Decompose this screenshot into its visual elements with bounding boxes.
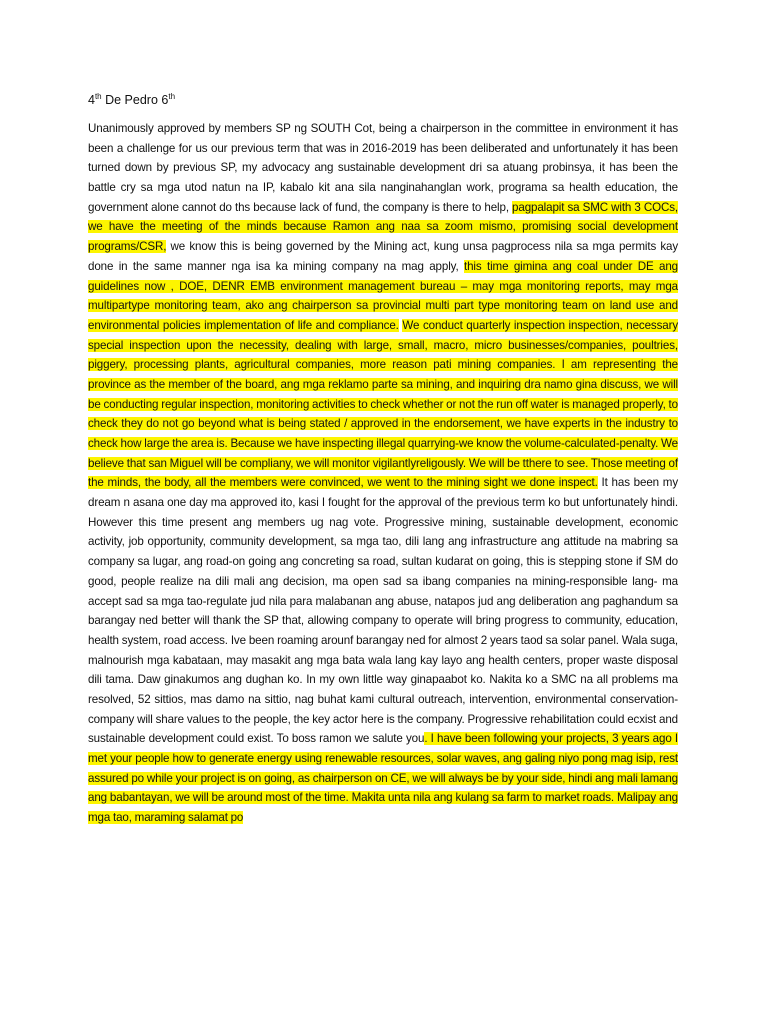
body-paragraph: [88, 119, 678, 828]
heading-part-2: De Pedro 6: [101, 93, 169, 107]
text-segment: Unanimously approved by members SP ng SOUTH Cot, being a chairperson in the committee in environment it has been a challenge for us our previous term that was in 2016-2019 has been deliberated and unfortunately it has been turned down by previous SP, my advocacy ang sustainable development dri sa atuang probinsya, it has been the battle cry sa mga utod natun na IP, kabalo kit ana sila nanginahanglan work, programa sa health education, the government alone cannot do ths because lack of fund, the company is there to help,: [88, 122, 678, 214]
heading-superscript-1: th: [94, 91, 102, 101]
highlighted-text-segment: this time gimina ang coal under DE ang guidelines now , DOE, DENR EMB environment management bureau – may mga monitoring reports, may mga multipartype monitoring team, ako ang chairperson sa provincial multi part type monitoring team on land use and environmental policies implementation of life and compliance.: [88, 259, 678, 332]
document-heading: [88, 93, 175, 107]
heading-part-1: 4: [88, 93, 95, 107]
highlighted-text-segment: pagpalapit sa SMC with 3 COCs, we have the meeting of the minds because Ramon ang naa sa zoom mismo, promising social development programs/CSR,: [88, 200, 678, 254]
heading-superscript-2: th: [168, 91, 176, 101]
text-segment: we know this is being governed by the Mining act, kung unsa pagprocess nila sa mga permits kay done in the same manner nga isa ka mining company na mag apply,: [88, 240, 678, 273]
text-segment: It has been my dream n asana one day ma approved ito, kasi I fought for the approval of the previous term ko but unfortunately hindi. However this time present ang members ug nag vote. Progressive mining, sustainable development, economic activity, job opportunity, community development, sa mga tao, dili lang ang infrastructure ang attitude na mabring sa company sa lugar, ang road-on going ang concreting sa road, sultan kudarat on going, this is stepping stone if SM do good, people realize na dili mali ang decision, ma open sad sa ibang companies na mining-responsible lang- ma accept sad sa mga tao-regulate jud nila para malabanan ang abuse, natapos jud ang deliberation ang paghandum sa barangay ned better will thank the SP that, allowing company to operate will bring progress to community, education, health system, road access. Ive been roaming arounf barangay ned for almost 2 years taod sa solar panel. Wala suga, malnourish mga kabataan, may masakit ang mga bata wala lang kay layo ang health centers, proper waste disposal dili tama. Daw ginakumos ang dughan ko. In my own little way ginapaabot ko. Nakita ko a SMC na all problems ma resolved, 52 sittios, mas damo na sittio, nag buhat kami cultural outreach, intervention, environmental conservation-company will share values to the people, the key actor here is the company. Progressive rehabilitation could ecxist and sustainable development could exist. To boss ramon we salute you: [88, 476, 679, 746]
highlighted-text-segment: We conduct quarterly inspection inspection, necessary special inspection upon the necessity, dealing with large, small, macro, micro businesses/companies, poultries, piggery, processing plants, agricultural companies, more reason pati mining companies. I am representing the province as the member of the board, ang mga reklamo parte sa mining, and inquiring dra namo gina discuss, we will be conducting regular inspection, monitoring activities to check whether or not the run off water is managed properly, to check they do not go beyond what is being stated / approved in the endorsement, we have experts in the industry to check how large the area is. Because we have inspecting illegal quarrying-we know the volume-calculated-penalty. We believe that san Miguel will be compliany, we will monitor vigilantlyreligously. We will be tthere to see. Those meeting of the minds, the body, all the members were convinced, we went to the mining sight we done inspect.: [88, 318, 678, 490]
highlighted-text-segment: . I have been following your projects, 3 years ago I met your people how to generate energy using renewable resources, solar waves, ang galing niyo pong mag isip, rest assured po while your project is on going, as chairperson on CE, we will always be by your side, hindi ang mali lamang ang babantayan, we will be around most of the time. Makita unta nila ang kulang sa farm to market roads. Malipay ang mga tao, maraming salamat po: [88, 732, 678, 825]
